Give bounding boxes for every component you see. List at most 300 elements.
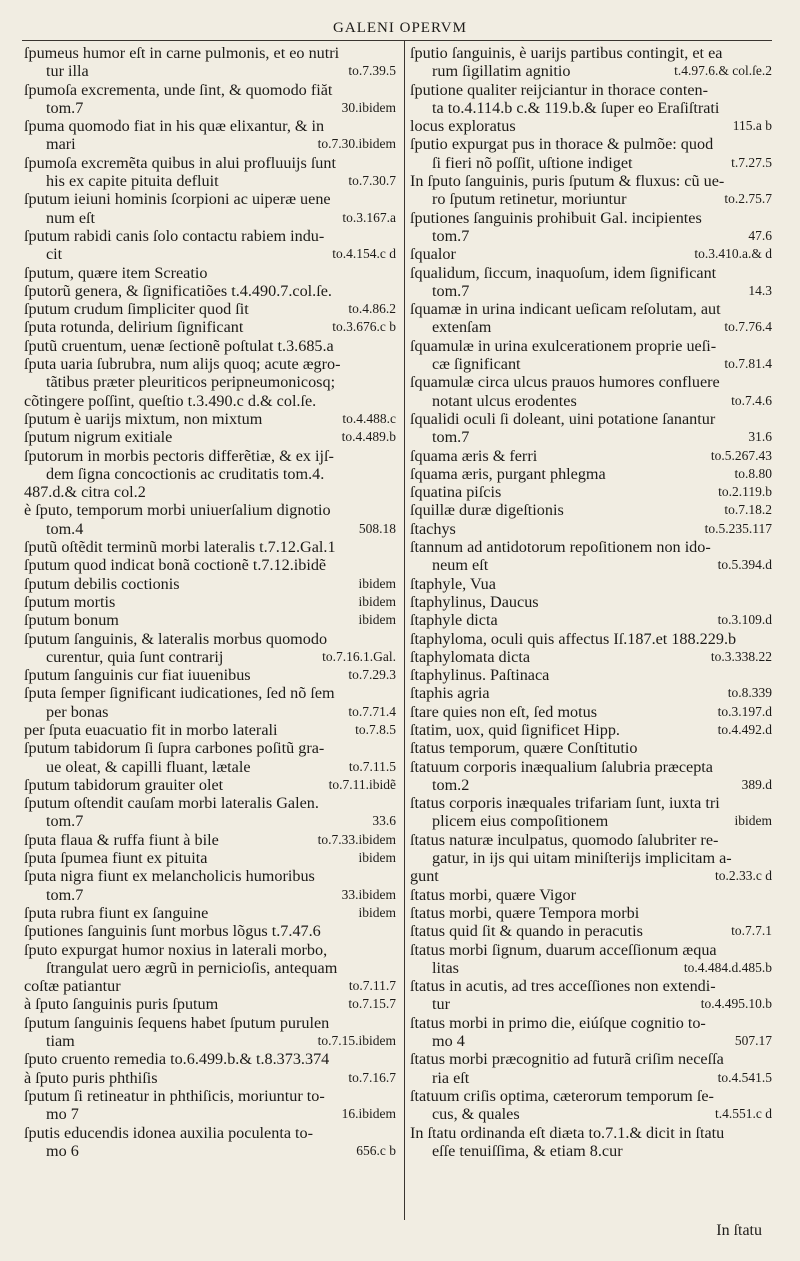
entry-line bbox=[24, 904, 396, 922]
index-entry bbox=[24, 483, 396, 501]
entry-reference: to.7.76.4 bbox=[724, 319, 772, 335]
entry-text: ſtatus morbi, quære Tempora morbi bbox=[410, 903, 640, 922]
entry-line bbox=[24, 300, 396, 318]
entry-continuation-line bbox=[24, 703, 396, 721]
entry-text: ſtatus morbi præcognitio ad futurã criſim neceſſa bbox=[410, 1050, 724, 1069]
entry-reference: t.4.97.6.& col.ſe.2 bbox=[674, 63, 772, 79]
index-entry bbox=[410, 941, 772, 978]
entry-continuation: tur bbox=[432, 995, 450, 1014]
entry-text: ſputa uaria ſubrubra, num alijs quoq; acute ægro- bbox=[24, 355, 341, 374]
entry-text: ſtare quies non eſt, ſed motus bbox=[410, 702, 598, 721]
entry-reference: to.4.488.c bbox=[342, 410, 396, 426]
index-entry bbox=[24, 337, 396, 355]
entry-text: ſputum debilis coctionis bbox=[24, 574, 180, 593]
index-entry bbox=[410, 1014, 772, 1051]
entry-continuation-line bbox=[24, 245, 396, 263]
entry-reference: to.7.30.ibidem bbox=[317, 136, 396, 152]
index-entry bbox=[410, 81, 772, 118]
entry-reference: to.7.7.1 bbox=[731, 923, 772, 939]
entry-reference: to.7.11.ibidẽ bbox=[328, 776, 396, 792]
entry-line bbox=[410, 520, 772, 538]
entry-text: ſtatus morbi ſignum, duarum acceſſionum æqua bbox=[410, 940, 717, 959]
entry-text: In ſputo ſanguinis, puris ſputum & fluxus: cũ ue- bbox=[410, 172, 725, 191]
index-entry bbox=[410, 501, 772, 519]
entry-continuation: tom.7 bbox=[432, 281, 470, 300]
index-entry bbox=[410, 172, 772, 209]
entry-continuation: rum ſigillatim agnitio bbox=[432, 62, 571, 81]
entry-continuation-line bbox=[410, 282, 772, 300]
entry-text: locus exploratus bbox=[410, 117, 516, 136]
entry-text: per ſputa euacuatio fit in morbo laterali bbox=[24, 720, 278, 739]
entry-line bbox=[410, 593, 772, 611]
entry-continuation: dem ſigna concoctionis ac cruditatis tom.4. bbox=[46, 464, 325, 483]
entry-reference: ibidem bbox=[358, 612, 396, 628]
index-entry bbox=[410, 684, 772, 702]
entry-continuation: extenſam bbox=[432, 318, 492, 337]
entry-line bbox=[410, 703, 772, 721]
entry-line bbox=[24, 611, 396, 629]
entry-text: ſquama æris & ferri bbox=[410, 446, 538, 465]
entry-text: ſtaphis agria bbox=[410, 684, 490, 703]
entry-line bbox=[24, 831, 396, 849]
index-entry bbox=[410, 575, 772, 593]
index-entry bbox=[410, 300, 772, 337]
entry-text: ſtaphylinus, Daucus bbox=[410, 592, 539, 611]
index-entry bbox=[24, 355, 396, 392]
entry-line bbox=[24, 538, 396, 556]
entry-continuation-line bbox=[24, 135, 396, 153]
index-entry bbox=[24, 264, 396, 282]
entry-text: ſtaphyle dicta bbox=[410, 611, 498, 630]
entry-text: ſputione qualiter reijciantur in thorace conten- bbox=[410, 80, 708, 99]
index-entry bbox=[410, 135, 772, 172]
entry-text: ſtannum ad antidotorum repoſitionem non ido- bbox=[410, 538, 711, 557]
entry-text: ſputum ſanguinis, & lateralis morbus quomodo bbox=[24, 629, 328, 648]
index-entry bbox=[24, 81, 396, 118]
entry-continuation: ta to.4.114.b c.& 119.b.& ſuper eo Eraſiſtrati bbox=[432, 98, 720, 117]
index-entry bbox=[410, 648, 772, 666]
entry-text: ſputa nigra fiunt ex melancholicis humoribus bbox=[24, 867, 315, 886]
entry-continuation-line bbox=[24, 812, 396, 830]
entry-text: coſtæ patiantur bbox=[24, 977, 121, 996]
entry-line bbox=[24, 666, 396, 684]
index-entry bbox=[24, 941, 396, 978]
entry-continuation: his ex capite pituita defluit bbox=[46, 172, 219, 191]
entry-text: ſputis educendis idonea auxilia poculenta to- bbox=[24, 1123, 314, 1142]
entry-text: ſputorũ genera, & ſignificatiões t.4.490.7.col.ſe. bbox=[24, 281, 332, 300]
entry-text: 487.d.& citra col.2 bbox=[24, 483, 146, 502]
index-entry bbox=[410, 465, 772, 483]
entry-text: gunt bbox=[410, 867, 439, 886]
right-column bbox=[410, 44, 772, 1160]
entry-line bbox=[410, 465, 772, 483]
entry-text: ſqualidum, ſiccum, inaquoſum, idem ſignificant bbox=[410, 263, 717, 282]
entry-reference: to.4.541.5 bbox=[717, 1069, 772, 1085]
index-entry bbox=[410, 703, 772, 721]
entry-continuation: mo 7 bbox=[46, 1105, 79, 1124]
entry-continuation-line bbox=[410, 355, 772, 373]
entry-continuation: tom.7 bbox=[432, 226, 470, 245]
entry-reference: to.3.338.22 bbox=[710, 648, 772, 664]
index-entry bbox=[24, 1014, 396, 1051]
entry-reference: to.7.15.7 bbox=[348, 996, 396, 1012]
entry-reference: to.7.39.5 bbox=[348, 63, 396, 79]
entry-text: è ſputo, temporum morbi uniuerſalium dignotio bbox=[24, 501, 331, 520]
index-entry bbox=[24, 447, 396, 484]
entry-continuation: eſſe tenuiſſima, & etiam 8.cur bbox=[432, 1141, 623, 1160]
entry-line bbox=[24, 575, 396, 593]
catchword: In ſtatu bbox=[716, 1222, 762, 1239]
entry-line bbox=[24, 410, 396, 428]
entry-continuation: cit bbox=[46, 245, 63, 264]
entry-continuation: ro ſputum retinetur, moriuntur bbox=[432, 190, 627, 209]
entry-continuation: per bonas bbox=[46, 702, 109, 721]
entry-line bbox=[410, 867, 772, 885]
entry-line bbox=[24, 483, 396, 501]
index-entry bbox=[24, 630, 396, 667]
entry-continuation-line bbox=[410, 1032, 772, 1050]
index-entry bbox=[410, 483, 772, 501]
entry-text: ſtaphyloma, oculi quis affectus Iſ.187.et 188.229.b bbox=[410, 629, 737, 648]
index-entry bbox=[24, 190, 396, 227]
entry-line bbox=[24, 593, 396, 611]
entry-reference: to.5.394.d bbox=[717, 557, 772, 573]
entry-continuation-line bbox=[410, 190, 772, 208]
entry-continuation-line bbox=[410, 318, 772, 336]
entry-reference: 507.17 bbox=[734, 1033, 772, 1049]
entry-reference: to.8.339 bbox=[727, 685, 772, 701]
index-entry bbox=[410, 666, 772, 684]
entry-continuation-line bbox=[24, 172, 396, 190]
entry-reference: t.7.27.5 bbox=[731, 154, 772, 170]
entry-line bbox=[24, 428, 396, 446]
index-entry bbox=[410, 337, 772, 374]
entry-text: ſtaphylinus. Paſtinaca bbox=[410, 666, 550, 685]
entry-continuation: tiam bbox=[46, 1032, 75, 1051]
entry-reference: 14.3 bbox=[748, 282, 772, 298]
entry-continuation: tom.7 bbox=[46, 885, 84, 904]
entry-text: ſtaphyle, Vua bbox=[410, 574, 496, 593]
entry-text: ſputũ oſtẽdit terminũ morbi lateralis t.7.12.Gal.1 bbox=[24, 538, 336, 557]
entry-continuation-line bbox=[410, 392, 772, 410]
entry-text: ſputiones ſanguinis prohibuit Gal. incipientes bbox=[410, 208, 702, 227]
entry-reference: ibidem bbox=[734, 813, 772, 829]
index-entry bbox=[410, 447, 772, 465]
entry-text: ſputa flaua & ruffa fiunt à bile bbox=[24, 830, 219, 849]
entry-continuation: plicem eius compoſitionem bbox=[432, 812, 609, 831]
entry-line bbox=[24, 337, 396, 355]
entry-text: ſtatus naturæ inculpatus, quomodo ſalubriter re- bbox=[410, 830, 719, 849]
entry-line bbox=[410, 575, 772, 593]
entry-text: ſputum ſanguinis ſequens habet ſputum purulen bbox=[24, 1013, 330, 1032]
index-entry bbox=[24, 428, 396, 446]
entry-continuation: mari bbox=[46, 135, 76, 154]
entry-text: ſputum oſtendit cauſam morbi lateralis Galen. bbox=[24, 794, 319, 813]
entry-text: ſputiones ſanguinis ſunt morbus lõgus t.7.47.6 bbox=[24, 922, 321, 941]
left-column bbox=[24, 44, 396, 1160]
entry-line bbox=[24, 556, 396, 574]
entry-reference: to.7.16.1.Gal. bbox=[322, 648, 396, 664]
entry-text: ſputum è uarijs mixtum, non mixtum bbox=[24, 409, 263, 428]
entry-line bbox=[24, 392, 396, 410]
entry-text: ſpumeus humor eſt in carne pulmonis, et eo nutri bbox=[24, 44, 340, 62]
entry-reference: 656.c b bbox=[356, 1142, 396, 1158]
entry-continuation: num eſt bbox=[46, 208, 96, 227]
entry-text: ſpumoſa excrementa, unde ſint, & quomodo fiăt bbox=[24, 80, 333, 99]
index-entry bbox=[410, 373, 772, 410]
entry-continuation: ria eſt bbox=[432, 1068, 470, 1087]
entry-continuation-line bbox=[24, 648, 396, 666]
index-entry bbox=[410, 611, 772, 629]
entry-text: ſputa rotunda, delirium ſignificant bbox=[24, 318, 244, 337]
index-entry bbox=[24, 227, 396, 264]
index-entry bbox=[410, 630, 772, 648]
entry-reference: 115.a b bbox=[732, 118, 772, 134]
entry-continuation-line bbox=[410, 776, 772, 794]
entry-text: ſpuma quomodo fiat in his quæ elixantur, & in bbox=[24, 117, 325, 136]
entry-continuation-line bbox=[410, 1069, 772, 1087]
entry-line bbox=[410, 483, 772, 501]
entry-continuation: tom.4 bbox=[46, 519, 84, 538]
entry-line bbox=[24, 776, 396, 794]
entry-continuation-line bbox=[24, 62, 396, 80]
entry-continuation-line bbox=[410, 227, 772, 245]
entry-text: ſtatim, uox, quid ſignificet Hipp. bbox=[410, 720, 620, 739]
entry-continuation-line bbox=[410, 959, 772, 977]
entry-text: ſputum crudum ſimpliciter quod ſit bbox=[24, 300, 249, 319]
entry-text: ſputum ſanguinis cur fiat iuuenibus bbox=[24, 666, 251, 685]
entry-line bbox=[24, 977, 396, 995]
entry-text: ſputa ſpumea fiunt ex pituita bbox=[24, 849, 208, 868]
index-entry bbox=[24, 575, 396, 593]
entry-text: ſputum nigrum exitiale bbox=[24, 428, 173, 447]
entry-continuation-line bbox=[410, 556, 772, 574]
entry-continuation: tãtibus præter pleuriticos peripneumonicosq; bbox=[46, 373, 336, 392]
index-entry bbox=[410, 117, 772, 135]
entry-reference: to.4.489.b bbox=[341, 429, 396, 445]
index-entry bbox=[410, 977, 772, 1014]
entry-line bbox=[24, 318, 396, 336]
entry-line bbox=[410, 611, 772, 629]
entry-text: ſputio expurgat pus in thorace & pulmõe: quod bbox=[410, 135, 714, 154]
entry-continuation: gatur, in ijs qui uitam miniſterijs implicitam a- bbox=[432, 849, 732, 868]
index-entry bbox=[24, 922, 396, 940]
entry-reference: to.7.33.ibidem bbox=[317, 831, 396, 847]
entry-reference: to.7.18.2 bbox=[724, 502, 772, 518]
entry-reference: to.5.267.43 bbox=[710, 447, 772, 463]
entry-reference: to.7.8.5 bbox=[355, 721, 396, 737]
index-entry bbox=[24, 849, 396, 867]
entry-continuation-line bbox=[410, 62, 772, 80]
entry-continuation-line bbox=[410, 1105, 772, 1123]
entry-reference: to.7.71.4 bbox=[348, 703, 396, 719]
entry-text: ſtaphylomata dicta bbox=[410, 647, 531, 666]
entry-reference: to.7.16.7 bbox=[348, 1069, 396, 1085]
entry-text: ſtatus quid ſit & quando in peracutis bbox=[410, 922, 643, 941]
index-entry bbox=[410, 520, 772, 538]
entry-text: ſtatus morbi in primo die, eiúſque cognitio to- bbox=[410, 1013, 706, 1032]
entry-text: ſtatuum criſis optima, cæterorum temporum ſe- bbox=[410, 1086, 714, 1105]
index-entry bbox=[24, 392, 396, 410]
index-entry bbox=[24, 410, 396, 428]
entry-text: ſquamæ in urina indicant ueſicam reſolutam, aut bbox=[410, 300, 721, 319]
entry-reference: to.2.75.7 bbox=[724, 191, 772, 207]
entry-line bbox=[410, 904, 772, 922]
entry-text: ſputio ſanguinis, è uarijs partibus contingit, et ea bbox=[410, 44, 723, 62]
entry-reference: to.3.109.d bbox=[717, 612, 772, 628]
index-entry bbox=[410, 831, 772, 868]
entry-continuation: tom.7 bbox=[432, 428, 470, 447]
index-entry bbox=[410, 538, 772, 575]
entry-reference: to.8.80 bbox=[734, 465, 772, 481]
entry-line bbox=[24, 1069, 396, 1087]
entry-reference: to.4.86.2 bbox=[348, 301, 396, 317]
entry-text: ſputo expurgat humor noxius in laterali morbo, bbox=[24, 940, 328, 959]
index-entry bbox=[24, 44, 396, 81]
index-entry bbox=[410, 794, 772, 831]
entry-reference: to.7.4.6 bbox=[731, 392, 772, 408]
entry-line bbox=[24, 922, 396, 940]
entry-continuation: curentur, quia ſunt contrarij bbox=[46, 647, 224, 666]
entry-line bbox=[410, 648, 772, 666]
entry-reference: 16.ibidem bbox=[341, 1106, 396, 1122]
entry-line bbox=[24, 849, 396, 867]
index-entry bbox=[24, 300, 396, 318]
index-entry bbox=[24, 1087, 396, 1124]
entry-reference: ibidem bbox=[358, 904, 396, 920]
entry-reference: 389.d bbox=[741, 776, 772, 792]
entry-text: ſputo cruento remedia to.6.499.b.& t.8.373.374 bbox=[24, 1050, 330, 1069]
index-entry bbox=[24, 611, 396, 629]
entry-reference: to.2.119.b bbox=[718, 484, 772, 500]
entry-text: ſputum bonum bbox=[24, 611, 119, 630]
entry-continuation: ſtrangulat uero ægrũ in pernicioſis, antequam bbox=[46, 958, 338, 977]
entry-text: ſputa rubra fiunt ex ſanguine bbox=[24, 903, 209, 922]
entry-continuation: tom.7 bbox=[46, 98, 84, 117]
index-entry bbox=[410, 264, 772, 301]
entry-reference: 33.ibidem bbox=[341, 886, 396, 902]
entry-line bbox=[24, 1050, 396, 1068]
entry-reference: 508.18 bbox=[358, 520, 396, 536]
entry-text: cõtingere poſſint, queſtio t.3.490.c d.& col.ſe. bbox=[24, 391, 317, 410]
index-entry bbox=[410, 593, 772, 611]
entry-line bbox=[410, 245, 772, 263]
entry-continuation-line bbox=[24, 886, 396, 904]
entry-reference: 47.6 bbox=[748, 227, 772, 243]
entry-text: à ſputo ſanguinis puris ſputum bbox=[24, 995, 219, 1014]
index-entry bbox=[410, 44, 772, 81]
entry-line bbox=[24, 721, 396, 739]
entry-reference: to.4.154.c d bbox=[332, 246, 396, 262]
entry-reference: ibidem bbox=[358, 593, 396, 609]
index-entry bbox=[24, 1124, 396, 1161]
entry-line bbox=[24, 264, 396, 282]
entry-text: ſquillæ duræ digeſtionis bbox=[410, 501, 564, 520]
entry-continuation-line bbox=[24, 1032, 396, 1050]
entry-line bbox=[410, 501, 772, 519]
entry-text: ſputum tabidorum ſi ſupra carbones poſitũ gra- bbox=[24, 739, 325, 758]
index-entry bbox=[410, 922, 772, 940]
index-entry bbox=[24, 831, 396, 849]
column-divider bbox=[404, 40, 405, 1220]
entry-text: ſquama æris, purgant phlegma bbox=[410, 464, 606, 483]
entry-reference: to.4.495.10.b bbox=[700, 996, 772, 1012]
index-entry bbox=[410, 1050, 772, 1087]
entry-reference: to.7.11.7 bbox=[348, 978, 396, 994]
entry-text: ſputum tabidorum grauiter olet bbox=[24, 775, 224, 794]
entry-line bbox=[410, 684, 772, 702]
entry-reference: 33.6 bbox=[372, 813, 396, 829]
index-entry bbox=[24, 794, 396, 831]
top-rule bbox=[22, 40, 772, 41]
entry-continuation-line bbox=[24, 99, 396, 117]
index-entry bbox=[410, 245, 772, 263]
entry-reference: to.5.235.117 bbox=[704, 520, 772, 536]
index-entry bbox=[24, 721, 396, 739]
running-head: GALENI OPERVM bbox=[333, 20, 467, 36]
entry-reference: ibidem bbox=[358, 850, 396, 866]
index-entry bbox=[410, 867, 772, 885]
entry-reference: 31.6 bbox=[748, 429, 772, 445]
index-entry bbox=[410, 721, 772, 739]
entry-continuation: mo 4 bbox=[432, 1032, 465, 1051]
entry-reference: to.2.33.c d bbox=[715, 868, 772, 884]
entry-reference: to.7.11.5 bbox=[348, 758, 396, 774]
index-entry bbox=[410, 209, 772, 246]
index-entry bbox=[24, 154, 396, 191]
entry-continuation-line bbox=[24, 758, 396, 776]
entry-text: ſputum rabidi canis ſolo contactu rabiem indu- bbox=[24, 226, 325, 245]
entry-line bbox=[410, 630, 772, 648]
entry-continuation-line bbox=[410, 428, 772, 446]
entry-text: ſputorum in morbis pectoris differẽtiæ, & ex ijſ- bbox=[24, 446, 334, 465]
entry-continuation-line bbox=[24, 209, 396, 227]
entry-continuation: tom.2 bbox=[432, 775, 470, 794]
entry-continuation: litas bbox=[432, 958, 459, 977]
index-entry bbox=[24, 867, 396, 904]
index-entry bbox=[410, 1124, 772, 1161]
entry-line bbox=[410, 117, 772, 135]
index-entry bbox=[24, 117, 396, 154]
entry-reference: to.4.492.d bbox=[717, 721, 772, 737]
entry-reference: to.7.30.7 bbox=[348, 173, 396, 189]
entry-text: ſtatuum corporis inæqualium ſalubria præcepta bbox=[410, 757, 713, 776]
index-entry bbox=[410, 410, 772, 447]
index-entry bbox=[24, 684, 396, 721]
index-entry bbox=[24, 593, 396, 611]
entry-text: In ſtatu ordinanda eſt diæta to.7.1.& dicit in ſtatu bbox=[410, 1123, 725, 1142]
entry-continuation: mo 6 bbox=[46, 1141, 79, 1160]
entry-reference: to.3.197.d bbox=[717, 703, 772, 719]
index-entry bbox=[24, 1050, 396, 1068]
entry-text: à ſputo puris phthiſis bbox=[24, 1068, 158, 1087]
entry-text: ſputũ cruentum, uenæ ſectionẽ poſtulat t.3.685.a bbox=[24, 336, 334, 355]
entry-continuation-line bbox=[410, 812, 772, 830]
entry-reference: to.7.81.4 bbox=[724, 356, 772, 372]
entry-text: ſtatus temporum, quære Conſtitutio bbox=[410, 739, 638, 758]
index-entry bbox=[24, 739, 396, 776]
index-entry bbox=[24, 501, 396, 538]
entry-reference: to.4.484.d.485.b bbox=[683, 959, 772, 975]
entry-continuation: cæ ſignificant bbox=[432, 355, 521, 374]
index-entry bbox=[24, 538, 396, 556]
entry-text: ſputum ieiuni hominis ſcorpioni ac uiperæ uene bbox=[24, 190, 331, 209]
entry-line bbox=[410, 886, 772, 904]
entry-reference: to.7.29.3 bbox=[348, 667, 396, 683]
entry-reference: t.4.551.c d bbox=[715, 1106, 772, 1122]
entry-text: ſtatus corporis inæquales trifariam ſunt, iuxta tri bbox=[410, 794, 720, 813]
index-entry bbox=[410, 886, 772, 904]
